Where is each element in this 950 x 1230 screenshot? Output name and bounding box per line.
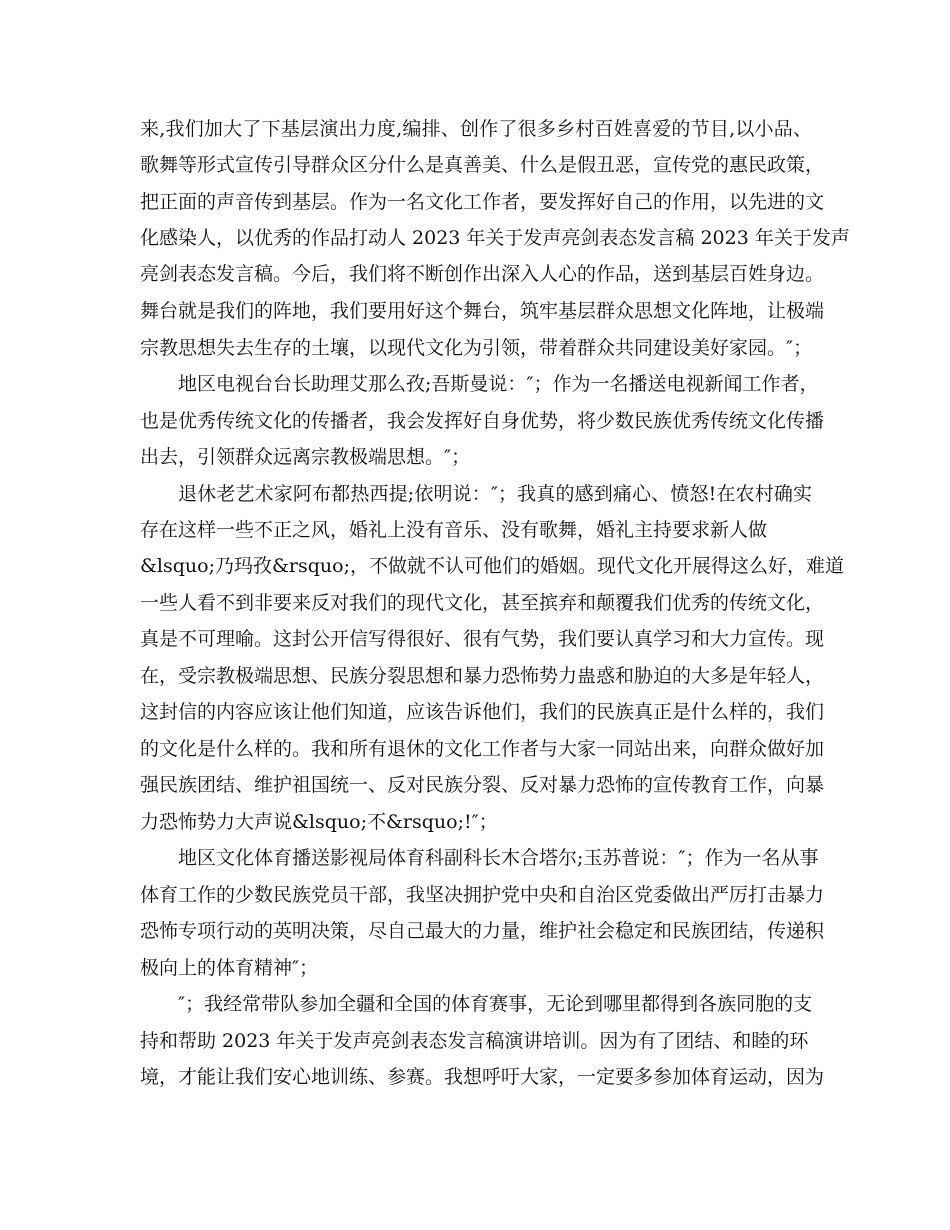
paragraph-first-line: 地区文化体育播送影视局体育科副科长木合塔尔;玉苏普说：″；作为一名从事 xyxy=(178,847,819,869)
text-line: 化感染人，以优秀的作品打动人 2023 年关于发声亮剑表态发言稿 2023 年关于发声 xyxy=(140,227,850,249)
text-line: 存在这样一些不正之风，婚礼上没有音乐、没有歌舞，婚礼主持要求新人做 xyxy=(140,519,768,541)
text-line: &lsquo;乃玛孜&rsquo;，不做就不认可他们的婚姻。现代文化开展得这么好，难道 xyxy=(140,555,844,577)
paragraph-first-line: 地区电视台台长助理艾那么孜;吾斯曼说：″；作为一名播送电视新闻工作者， xyxy=(178,373,819,395)
text-line: 恐怖专项行动的英明决策，尽自己最大的力量，维护社会稳定和民族团结，传递积 xyxy=(140,920,825,942)
text-line: 的文化是什么样的。我和所有退休的文化工作者与大家一同站出来，向群众做好加 xyxy=(140,738,825,760)
paragraph-first-line: 退休老艺术家阿布都热西提;依明说：″；我真的感到痛心、愤怒!在农村确实 xyxy=(178,483,812,505)
text-line: 在，受宗教极端思想、民族分裂思想和暴力恐怖势力蛊惑和胁迫的大多是年轻人， xyxy=(140,665,825,687)
text-line: 歌舞等形式宣传引导群众区分什么是真善美、什么是假丑恶，宣传党的惠民政策， xyxy=(140,154,825,176)
text-line: 亮剑表态发言稿。今后，我们将不断创作出深入人心的作品，送到基层百姓身边。 xyxy=(140,263,825,285)
text-line: 舞台就是我们的阵地，我们要用好这个舞台，筑牢基层群众思想文化阵地，让极端 xyxy=(140,300,825,322)
text-line: 宗教思想失去生存的土壤，以现代文化为引领，带着群众共同建设美好家园。″； xyxy=(140,337,813,359)
text-line: 境，才能让我们安心地训练、参赛。我想呼吁大家，一定要多参加体育运动，因为 xyxy=(140,1066,825,1088)
text-line: 把正面的声音传到基层。作为一名文化工作者，要发挥好自己的作用，以先进的文 xyxy=(140,191,825,213)
text-line: 这封信的内容应该让他们知道，应该告诉他们，我们的民族真正是什么样的，我们 xyxy=(140,701,825,723)
text-line: 也是优秀传统文化的传播者，我会发挥好自身优势，将少数民族优秀传统文化传播 xyxy=(140,410,825,432)
text-line: 强民族团结、维护祖国统一、反对民族分裂、反对暴力恐怖的宣传教育工作，向暴 xyxy=(140,774,825,796)
text-line: 体育工作的少数民族党员干部，我坚决拥护党中央和自治区党委做出严厉打击暴力 xyxy=(140,884,825,906)
text-line: 真是不可理喻。这封公开信写得很好、很有气势，我们要认真学习和大力宣传。现 xyxy=(140,628,825,650)
text-line: 一些人看不到非要来反对我们的现代文化，甚至摈弃和颠覆我们优秀的传统文化， xyxy=(140,592,825,614)
text-line: 来,我们加大了下基层演出力度,编排、创作了很多乡村百姓喜爱的节目,以小品、 xyxy=(140,118,812,140)
text-line: 力恐怖势力大声说&lsquo;不&rsquo;!″； xyxy=(140,811,498,833)
text-line: 持和帮助 2023 年关于发声亮剑表态发言稿演讲培训。因为有了团结、和睦的环 xyxy=(140,1030,809,1052)
text-line: 出去，引领群众远离宗教极端思想。″； xyxy=(140,446,471,468)
paragraph-first-line: ″；我经常带队参加全疆和全国的体育赛事，无论到哪里都得到各族同胞的支 xyxy=(178,993,813,1015)
text-line: 极向上的体育精神″； xyxy=(140,957,319,979)
